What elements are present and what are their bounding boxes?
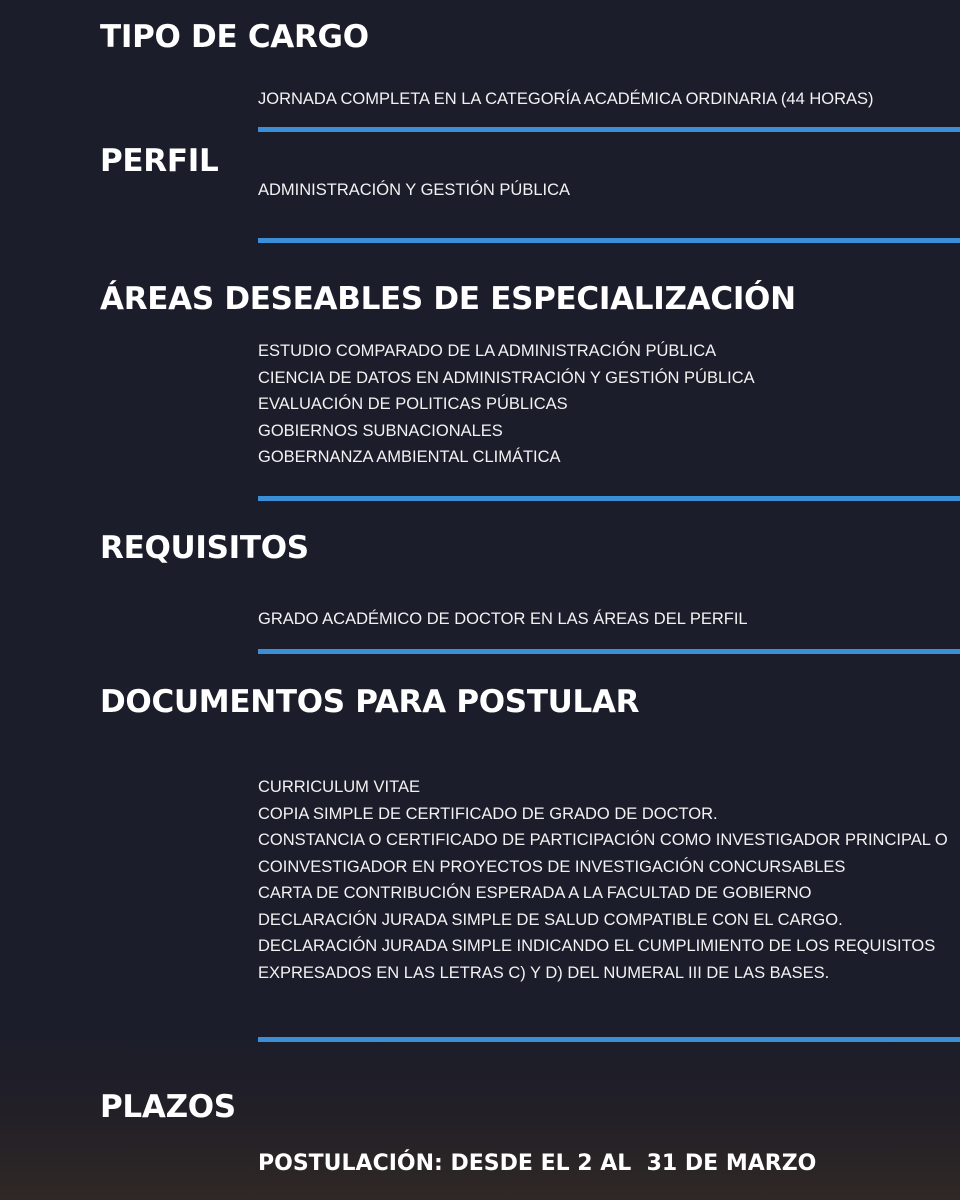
section-divider: [258, 496, 960, 501]
list-item: EVALUACIÓN DE POLITICAS PÚBLICAS: [258, 395, 568, 413]
requisitos-list: [258, 606, 748, 633]
heading-areas-deseables: ÁREAS DESEABLES DE ESPECIALIZACIÓN: [100, 281, 796, 317]
section-divider: [258, 238, 960, 243]
list-item: GOBIERNOS SUBNACIONALES: [258, 421, 503, 440]
heading-requisitos: REQUISITOS: [100, 530, 309, 566]
list-item: COPIA SIMPLE DE CERTIFICADO DE GRADO DE DOCTOR.: [258, 804, 718, 823]
list-item: CIENCIA DE DATOS EN ADMINISTRACIÓN Y GESTIÓN PÚBLICA: [258, 368, 755, 387]
heading-documentos: DOCUMENTOS PARA POSTULAR: [100, 684, 640, 720]
list-item: DECLARACIÓN JURADA SIMPLE DE SALUD COMPATIBLE CON EL CARGO.: [258, 910, 843, 929]
heading-tipo-de-cargo: TIPO DE CARGO: [100, 19, 369, 55]
section-divider: [258, 649, 960, 654]
list-item: ADMINISTRACIÓN Y GESTIÓN PÚBLICA: [258, 181, 571, 199]
list-item: CONSTANCIA O CERTIFICADO DE PARTICIPACIÓN COMO INVESTIGADOR PRINCIPAL O: [258, 831, 948, 849]
documentos-list: [258, 774, 948, 986]
heading-plazos: PLAZOS: [100, 1089, 236, 1125]
perfil-list: [258, 177, 570, 204]
list-item: JORNADA COMPLETA EN LA CATEGORÍA ACADÉMICA ORDINARIA (44 HORAS): [258, 90, 874, 108]
list-item: DECLARACIÓN JURADA SIMPLE INDICANDO EL CUMPLIMIENTO DE LOS REQUISITOS: [258, 937, 936, 955]
list-item: GRADO ACADÉMICO DE DOCTOR EN LAS ÁREAS DEL PERFIL: [258, 610, 748, 628]
list-item: CURRICULUM VITAE: [258, 778, 420, 796]
section-divider: [258, 127, 960, 132]
list-item: EXPRESADOS EN LAS LETRAS C) Y D) DEL NUMERAL III DE LAS BASES.: [258, 963, 830, 982]
section-divider: [258, 1037, 960, 1042]
areas-list: [258, 338, 755, 471]
list-item: GOBERNANZA AMBIENTAL CLIMÁTICA: [258, 448, 561, 466]
list-item: COINVESTIGADOR EN PROYECTOS DE INVESTIGACIÓN CONCURSABLES: [258, 857, 846, 876]
list-item: CARTA DE CONTRIBUCIÓN ESPERADA A LA FACULTAD DE GOBIERNO: [258, 884, 812, 902]
tipo-de-cargo-list: [258, 86, 874, 113]
list-item: ESTUDIO COMPARADO DE LA ADMINISTRACIÓN PÚBLICA: [258, 342, 717, 360]
postulacion-dates: POSTULACIÓN: DESDE EL 2 AL 31 DE MARZO: [258, 1151, 817, 1176]
heading-perfil: PERFIL: [100, 143, 219, 179]
